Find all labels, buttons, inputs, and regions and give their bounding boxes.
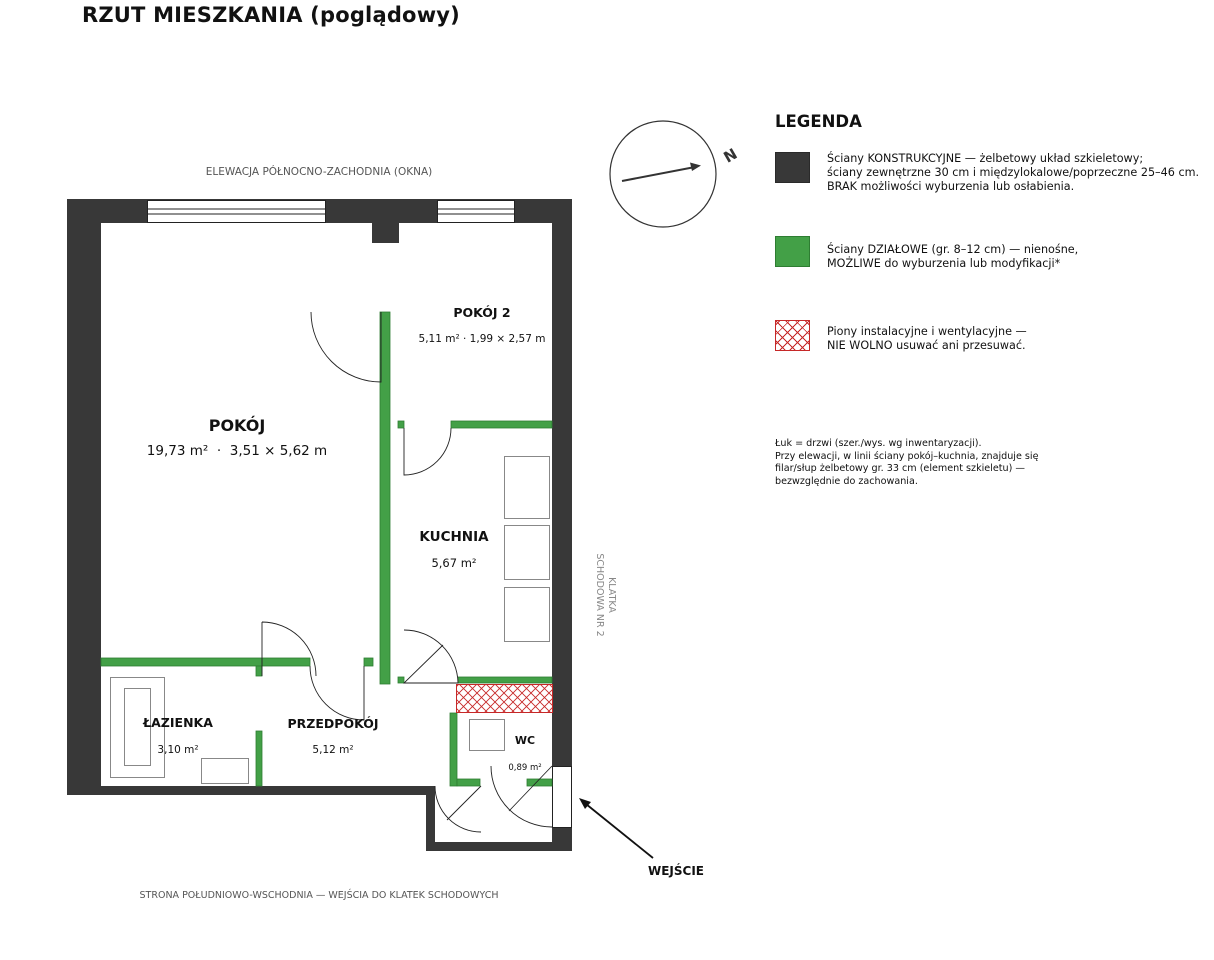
- room-name-wc: WC: [514, 734, 536, 747]
- legend-text: MOŻLIWE do wyburzenia lub modyfikacji*: [827, 257, 1061, 271]
- window-left: [148, 201, 326, 223]
- kitchen-cabinet: [505, 457, 550, 519]
- note-line: bezwzględnie do zachowania.: [775, 475, 918, 487]
- entrance-label: WEJŚCIE: [647, 864, 705, 878]
- toilet: [470, 720, 505, 751]
- note-line: filar/słup żelbetowy gr. 33 cm (element szkieletu) —: [775, 463, 1025, 475]
- svg-text:SCHODOWA NR 2: SCHODOWA NR 2: [594, 553, 605, 637]
- legend-text: Ściany DZIAŁOWE (gr. 8–12 cm) — nienośne,: [827, 243, 1079, 256]
- door-przedpokoj: [310, 666, 364, 720]
- room-area-lazienka: 3,10 m²: [157, 744, 199, 756]
- elevation-label-north: ELEWACJA PÓŁNOCNO-ZACHODNIA (OKNA): [205, 166, 433, 178]
- legend-text: Piony instalacyjne i wentylacyjne —: [827, 325, 1027, 338]
- room-area-wc: 0,89 m²: [508, 763, 542, 773]
- entrance-arrow: [579, 798, 704, 878]
- washbasin: [202, 759, 249, 784]
- kitchen-cabinet: [505, 588, 550, 642]
- partition-wall-swatch: [775, 236, 810, 267]
- elevation-label-south: STRONA POŁUDNIOWO-WSCHODNIA — WEJŚCIA DO KLATEK SCHODOWYCH: [139, 890, 499, 901]
- room-area-kuchnia: 5,67 m²: [431, 556, 477, 570]
- room-name-kuchnia: KUCHNIA: [419, 529, 489, 545]
- room-area-pokoj2: 5,11 m² · 1,99 × 2,57 m: [418, 333, 546, 345]
- door-pokoj: [311, 312, 381, 382]
- legend-text: NIE WOLNO usuwać ani przesuwać.: [827, 339, 1026, 353]
- room-name-pokoj: POKÓJ: [208, 416, 266, 435]
- legend-text: Ściany KONSTRUKCYJNE — żelbetowy układ szkieletowy;: [827, 152, 1144, 165]
- legend-title: LEGENDA: [775, 112, 862, 131]
- plan-note: [775, 438, 1038, 488]
- note-line: Łuk = drzwi (szer./wys. wg inwentaryzacji).: [775, 438, 982, 449]
- installation-shaft: [457, 685, 553, 713]
- kitchen-cabinet: [505, 526, 550, 580]
- door-kuchnia: [404, 630, 458, 683]
- window-right: [438, 201, 515, 223]
- installation-shaft-swatch: [775, 320, 810, 351]
- room-name-lazienka: ŁAZIENKA: [143, 715, 213, 730]
- structural-wall-swatch: [775, 152, 810, 183]
- legend-text: BRAK możliwości wyburzenia lub osłabienia.: [827, 180, 1075, 194]
- fixtures: [111, 457, 550, 784]
- legend-text: ściany zewnętrzne 30 cm i międzylokalowe/poprzeczne 25–46 cm.: [827, 166, 1200, 180]
- room-area-przedpokoj: 5,12 m²: [312, 744, 354, 756]
- drawing-title: RZUT MIESZKANIA (poglądowy): [82, 3, 460, 27]
- staircase-label: [594, 553, 617, 636]
- door-wc: [491, 766, 552, 827]
- door-wc-entry: [435, 786, 481, 832]
- structural-pillar: [372, 199, 399, 243]
- svg-text:KLATKA: KLATKA: [606, 577, 617, 613]
- door-lazienka: [262, 622, 316, 676]
- entrance-door[interactable]: [553, 767, 572, 828]
- room-name-przedpokoj: PRZEDPOKÓJ: [287, 716, 379, 731]
- north-arrow-icon: [610, 121, 740, 227]
- room-area-pokoj: 19,73 m² · 3,51 × 5,62 m: [146, 443, 328, 459]
- note-line: Przy elewacji, w linii ściany pokój–kuchnia, znajduje się: [775, 450, 1039, 462]
- compass-north-label: N: [720, 144, 741, 167]
- door-pokoj2: [404, 428, 451, 475]
- room-name-pokoj2: POKÓJ 2: [453, 305, 511, 320]
